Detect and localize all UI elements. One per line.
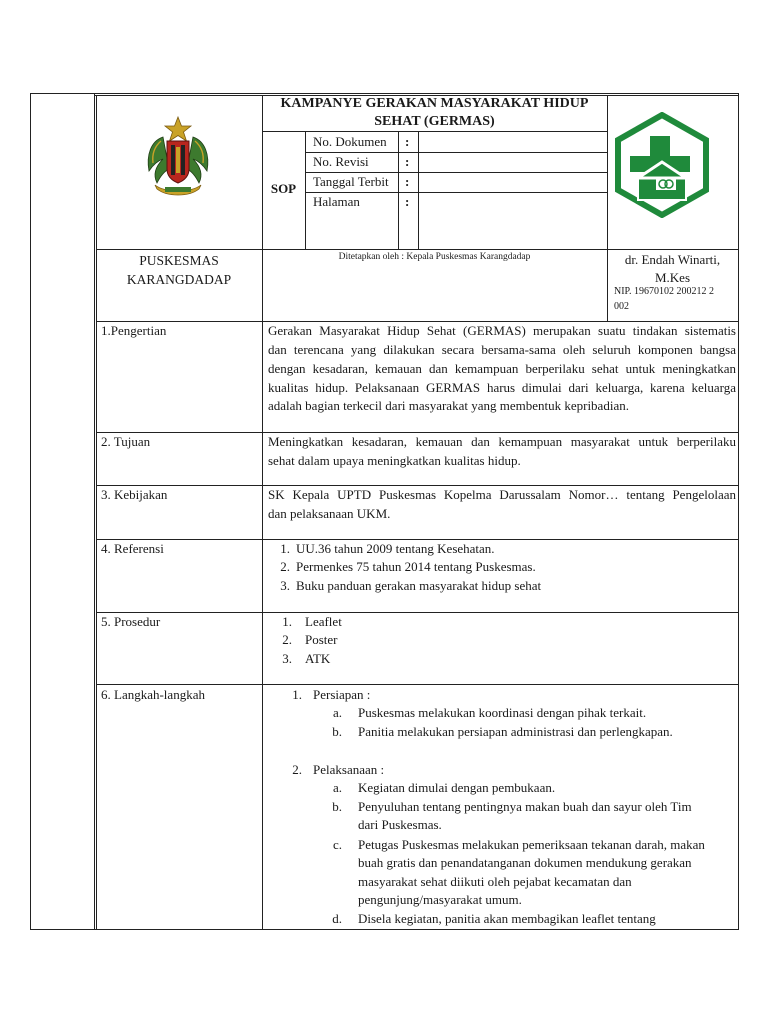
list-item-number: 1. (280, 541, 290, 556)
signer-name (607, 251, 738, 287)
step-title: Pelaksanaan : (313, 762, 385, 777)
signer-nip (614, 284, 714, 314)
section-label-pengertian: 1.Pengertian (101, 323, 167, 338)
list-item: Permenkes 75 tahun 2014 tentang Puskesmas. (296, 559, 536, 574)
section-label-langkah: 6. Langkah-langkah (101, 687, 205, 702)
paragraph-line: Gerakan Masyarakat Hidup Sehat (GERMAS) merupakan suatu tindakan sistematis (268, 323, 736, 338)
sub-step-text: Kegiatan dimulai dengan pembukaan. (358, 780, 556, 795)
meta-label-no-dokumen: No. Dokumen (313, 134, 387, 149)
paragraph-line: dan pelaksanaan UKM. (268, 506, 391, 521)
meta-label-no-revisi: No. Revisi (313, 154, 369, 169)
sub-step-letter: a. (332, 780, 342, 795)
sub-step-letter: d. (332, 911, 342, 926)
sub-step-letter: c. (332, 837, 342, 852)
sub-step-text: Petugas Puskesmas melakukan pemeriksaan tekanan darah, makan (358, 837, 705, 852)
sub-step-text: dari Puskesmas. (358, 817, 442, 832)
step-title: Persiapan : (313, 687, 371, 702)
section-label-referensi: 4. Referensi (101, 541, 164, 556)
signer-name-line-2: M.Kes (654, 270, 691, 285)
approved-by: Ditetapkan oleh : Kepala Puskesmas Karangdadap (338, 252, 531, 262)
document-title (262, 95, 607, 131)
list-item: UU.36 tahun 2009 tentang Kesehatan. (296, 541, 495, 556)
list-item-number: 2. (282, 632, 292, 647)
sub-step-text: buah gratis dan penandatanganan dokumen mendukung gerakan (358, 855, 692, 870)
list-item: Leaflet (305, 614, 342, 629)
list-item-number: 3. (282, 651, 292, 666)
organization-name-line-1: PUSKESMAS (139, 253, 219, 268)
sub-step-text: Puskesmas melakukan koordinasi dengan pihak terkait. (358, 705, 647, 720)
signer-name-line-1: dr. Endah Winarti, (624, 252, 721, 267)
step-number: 1. (292, 687, 302, 702)
meta-sep-no-dokumen: : (405, 134, 410, 149)
sub-step-letter: b. (332, 724, 342, 739)
paragraph-line: adalah bagian terkecil dari masyarakat yang membentuk kepribadian. (268, 398, 629, 413)
list-item: Buku panduan gerakan masyarakat hidup sehat (296, 578, 542, 593)
paragraph-line: dengan kesadaran, kemauan dan kemampuan berperilaku sehat untuk meningkatkan (268, 361, 736, 376)
list-item: ATK (305, 651, 331, 666)
sub-step-text: Penyuluhan tentang pentingnya makan buah dan sayur oleh Tim (358, 799, 692, 814)
paragraph-line: sehat dalam upaya meningkatkan kualitas hidup. (268, 453, 521, 468)
sop-label: SOP (270, 181, 297, 196)
organization-name-line-2: KARANGDADAP (126, 272, 232, 287)
sub-step-letter: b. (332, 799, 342, 814)
meta-sep-tanggal-terbit: : (405, 174, 410, 189)
signer-nip-line-1: NIP. 19670102 200212 2 (614, 286, 715, 297)
list-item: Poster (305, 632, 338, 647)
document-title-line-2: SEHAT (GERMAS) (374, 114, 495, 129)
list-item-number: 3. (280, 578, 290, 593)
sub-step-text: Disela kegiatan, panitia akan membagikan leaflet tentang (358, 911, 656, 926)
paragraph-line: dan terencana yang dilakukan secara bersama-sama oleh seluruh komponen bangsa (268, 342, 736, 357)
regional-emblem-icon (143, 115, 213, 199)
meta-sep-halaman: : (405, 194, 410, 209)
meta-sep-no-revisi: : (405, 154, 410, 169)
paragraph-line: SK Kepala UPTD Puskesmas Kopelma Darussalam Nomor… tentang Pengelolaan (268, 487, 736, 502)
organization-name (96, 251, 262, 289)
list-item-number: 2. (280, 559, 290, 574)
step-number: 2. (292, 762, 302, 777)
paragraph-line: kualitas hidup. Pelaksanaan GERMAS harus dimulai dari keluarga, karena keluarga (268, 380, 736, 395)
sub-step-text: pengunjung/masyarakat umum. (358, 892, 522, 907)
meta-label-halaman: Halaman (313, 194, 360, 209)
paragraph-line: Meningkatkan kesadaran, kemauan dan kemampuan masyarakat untuk berperilaku (268, 434, 736, 449)
signer-nip-line-2: 002 (614, 301, 629, 312)
sub-step-letter: a. (332, 705, 342, 720)
document-title-line-1: KAMPANYE GERAKAN MASYARAKAT HIDUP (280, 96, 589, 111)
list-item-number: 1. (282, 614, 292, 629)
sub-step-text: masyarakat sehat diikuti oleh pejabat kecamatan dan (358, 874, 632, 889)
sub-step-text: Panitia melakukan persiapan administrasi dan perlengkapan. (358, 724, 673, 739)
puskesmas-logo-icon (612, 112, 712, 218)
meta-label-tanggal-terbit: Tanggal Terbit (313, 174, 389, 189)
section-label-tujuan: 2. Tujuan (101, 434, 151, 449)
section-label-prosedur: 5. Prosedur (101, 614, 161, 629)
section-label-kebijakan: 3. Kebijakan (101, 487, 168, 502)
